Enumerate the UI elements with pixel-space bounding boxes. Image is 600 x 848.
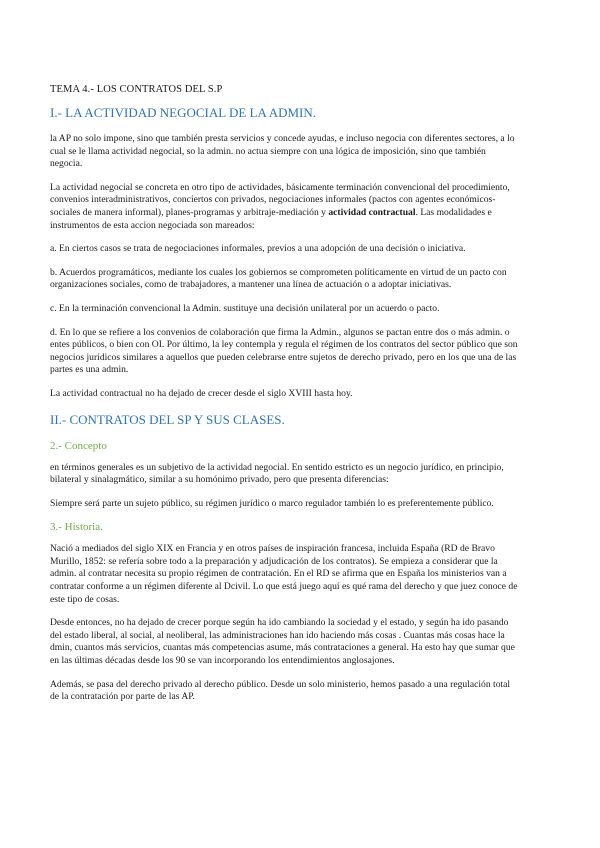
subsection-heading-concepto: 2.- Concepto (50, 439, 107, 452)
subsection-heading-historia: 3.- Historia. (50, 521, 103, 534)
document-title: TEMA 4.- LOS CONTRATOS DEL S.P (50, 84, 223, 95)
bold-term: actividad contractual (328, 206, 416, 218)
paragraph: Desde entonces, no ha dejado de crecer porque según ha ido cambiando la sociedad y el estado, y según ha ido pasando del estado liberal, al social, al neoliberal, las administraciones han ido haciendo más cosas . Cuantas más cosas hace la dmin, cuantos más servicios, cuantas más competencias asume, más contrataciones a general. Ha esto hay que sumar que en las últimas décadas desde los 90 se van incorporando los entendimientos anglosajones. (50, 617, 515, 667)
section-heading-actividad-negocial: I.- LA ACTIVIDAD NEGOCIAL DE LA ADMIN. (50, 105, 316, 120)
paragraph-text: . Las modalidades e instrumentos de esta accion negociada son mareados: (50, 206, 492, 231)
paragraph: La actividad contractual no ha dejado de crecer desde el siglo XVIII hasta hoy. (50, 387, 353, 399)
paragraph-actividad-negocial (50, 182, 520, 232)
list-item-a: a. En ciertos casos se trata de negociaciones informales, previos a una adopción de una decisión o iniciativa. (50, 243, 466, 255)
paragraph: en términos generales es un subjetivo de la actividad negocial. En sentido estricto es un negocio jurídico, en principio, bilateral y sinalagmático, similar a su homónimo privado, pero que presenta diferencias: (50, 461, 504, 486)
list-item-d: d. En lo que se refiere a los convenios de colaboración que firma la Admin., algunos se pactan entre dos o más admin. o entes públicos, o bien con OI. Por último, la ley contempla y regula el régimen de los contratos del sector público que son negocios jurídicos similares a aquellos que pueden celebrarse entre sujetos de derecho privado, pero en los que una de las partes es una admin. (50, 326, 518, 376)
paragraph: la AP no solo impone, sino que también presta servicios y concede ayudas, e incluso negocia con diferentes sectores, a lo cual se le llama actividad negocial, so la admin. no actua siempre con una lógica de imposición, sino que también negocia. (50, 133, 515, 170)
paragraph: Nació a mediados del siglo XIX en Francia y en otros países de inspiración francesa, incluida España (RD de Bravo Murillo, 1852: se refería sobre todo a la preparación y adjudicación de los contratos). Se empieza a considerar que la admin. al contratar necesita su propio régimen de contratación. En el RD se afirma que en España los ministerios van a contratar conforme a un régimen diferente al Dcivil. Lo que está juego aquí es qué rama del derecho y que juez conoce de este tipo de cosas. (50, 543, 518, 605)
paragraph: Además, se pasa del derecho privado al derecho público. Desde un solo ministerio, hemos pasado a una regulación total de la contratación por parte de las AP. (50, 678, 511, 703)
section-heading-contratos: II.- CONTRATOS DEL SP Y SUS CLASES. (50, 411, 285, 427)
paragraph: Siempre será parte un sujeto público, su régimen jurídico o marco regulador también lo es preferentemente público. (50, 497, 494, 509)
paragraph-text: La actividad negocial se concreta en otro tipo de actividades, básicamente terminación convencional del procedimiento, convenios interadministrativos, conciertos con privados, negociaciones informales (pactos con agentes económicos-sociales de manera informal), planes-programas y arbitraje-mediación y (50, 181, 510, 218)
list-item-c: c. En la terminación convencional la Admin. sustituye una decisión unilateral por un acuerdo o pacto. (50, 302, 440, 314)
list-item-b: b. Acuerdos programáticos, mediante los cuales los gobiernos se comprometen políticamente en virtud de un pacto con organizaciones sociales, como de trabajadores, a mantener una línea de actuación o a adoptar iniciativas. (50, 266, 507, 291)
